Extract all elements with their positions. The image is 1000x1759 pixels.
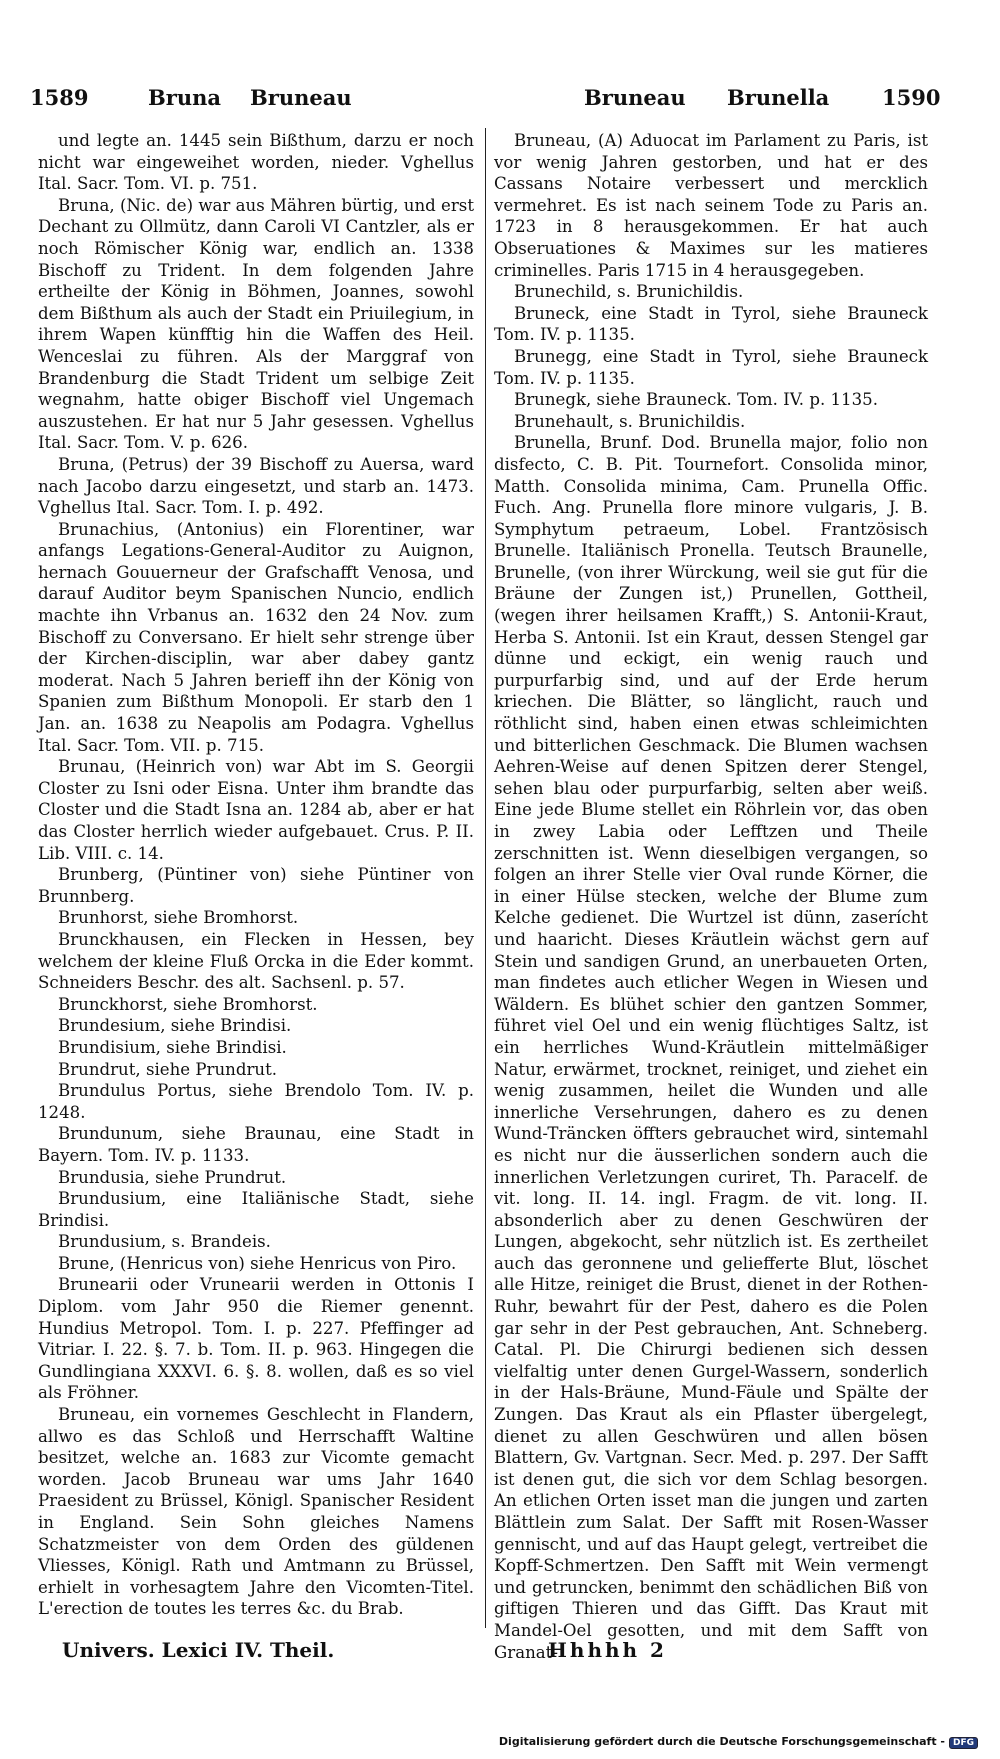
- printer-signature: Hhhhh 2: [548, 1638, 667, 1662]
- entry: Brunau, (Heinrich von) war Abt im S. Georgii Closter zu Isni oder Eisna. Unter ihm brandte das Closter und die Stadt Isna an. 1284 ab, aber er hat das Closter herrlich wieder aufgebauet. Crus. P. II. Lib. VIII. c. 14.: [38, 757, 474, 863]
- right-page-number: 1590: [882, 85, 941, 110]
- entry: Brunegk, siehe Brauneck. Tom. IV. p. 1135.: [514, 390, 878, 410]
- entry: Brunella, Brunf. Dod. Brunella major, folio non disfecto, C. B. Pit. Tournefort. Consolida minor, Matth. Consolida minima, Cam. Prunella Offic. Fuch. Ang. Prunella flore minore vulgaris, J. B. Symphytum petraeum, Lobel. Frantzösisch Brunelle. Italiänisch Pronella. Teutsch Braunelle, Brunelle, (von ihrer Würckung, weil sie gut für die Bräune der Zungen ist,) Prunellen, Gottheil, (wegen ihrer heilsamen Krafft,) S. Antonii-Kraut, Herba S. Antonii. Ist ein Kraut, dessen Stengel gar dünne und eckigt, ein wenig rauch und purpurfarbig sind, und auf der Erde herum kriechen. Die Blätter, so länglicht, rauch und röthlicht sind, haben einen etwas schleimichten und bitterlichen Geschmack. Die Blumen wachsen Aehren-Weise auf denen Spitzen derer Stengel, sehen blau oder purpurfarbig, selten aber weiß. Eine jede Blume stellet ein Röhrlein vor, das oben in zwey Labia oder Lefftzen und Theile zerschnitten ist. Wenn dieselbigen vergangen, so folgen an ihrer Stelle vier Oval runde Körner, die in einer Hülse stecken, welche der Blume zum Kelche gedienet. Die Wurtzel ist dünn, zaserícht und haaricht. Dieses Kräutlein wächst gern auf Stein und sandigen Grund, an unerbaueten Orten, man findetes auch etlicher Wegen in Wiesen und Wäldern. Es blühet schier den gantzen Sommer, führet viel Oel und ein wenig flüchtiges Saltz, ist ein herrliches Wund-Kräutlein mittelmäßiger Natur, erwärmet, trocknet, reiniget, und ziehet ein wenig zusammen, heilet die Wunden und alle innerliche Versehrungen, dahero es zu denen Wund-Träncken öffters gebrauchet wird, sintemahl es nicht nur die äusserlichen sondern auch die innerlichen Verletzungen curiret, Th. Paracelf. de vit. long. II. 14. ingl. Fragm. de vit. long. II. absonderlich aber zu denen Geschwüren der Lungen, abgekocht, sehr nützlich ist. Es zertheilet auch das geronnene und geliefferte Blut, löschet alle Hitze, reiniget die Brust, dienet in der Rothen-Ruhr, bewahrt für der Pest, dahero es die Polen gar sehr in der Pest gebrauchen, Ant. Schneberg. Catal. Pl. Die Chirurgi bedienen sich dessen vielfaltig unter denen Gurgel-Wassern, sonderlich in der Hals-Bräune, Mund-Fäule und Spälte der Zungen. Das Kraut als ein Pflaster übergelegt, dienet zu allen Geschwüren und allen bösen Blattern, Gv. Vartgnan. Secr. Med. p. 297. Der Safft ist denen gut, die sich vor dem Schlag besorgen. An etlichen Orten isset man die jungen und zarten Blättlein zum Salat. Der Safft mit Rosen-Wasser gennischt, und auf das Haupt gelegt, vertreibet die Kopff-Schmertzen. Den Safft mit Wein vermengt und getruncken, benimmt den schädlichen Biß von giftigen Thieren und das Gifft. Das Kraut mit Mandel-Oel gesotten, und mit dem Safft von Granat-: [494, 433, 928, 1662]
- right-catchword-2: Brunella: [727, 85, 830, 110]
- left-catchword-2: Bruneau: [250, 85, 352, 110]
- entry: Bruna, (Nic. de) war aus Mähren bürtig, und erst Dechant zu Ollmütz, dann Caroli VI Cantzler, als er noch Römischer König war, endlich an. 1338 Bischoff zu Trident. In dem folgenden Jahre ertheilte der König in Böhmen, Joannes, sowohl dem Bißthum als auch der Stadt ein Priuilegium, in ihrem Wapen künfftig hin die Waffen des Heil. Wenceslai zu führen. Als der Marggraf von Brandenburg die Stadt Trident um selbige Zeit wegnahm, hatte obiger Bischoff viel Ungemach auszustehen. Er hat nur 5 Jahr gesessen. Vghellus Ital. Sacr. Tom. V. p. 626.: [38, 195, 474, 453]
- entry: Brunehault, s. Brunichildis.: [514, 411, 746, 431]
- column-divider: [485, 128, 486, 1628]
- entry: Brundrut, siehe Prundrut.: [58, 1059, 278, 1079]
- entry: Brundesium, siehe Brindisi.: [58, 1016, 292, 1036]
- entry: Brundusium, eine Italiänische Stadt, siehe Brindisi.: [38, 1189, 474, 1230]
- entry: Brunhorst, siehe Bromhorst.: [58, 908, 299, 928]
- entry: und legte an. 1445 sein Bißthum, darzu er noch nicht war eingeweihet worden, nieder. Vghellus Ital. Sacr. Tom. VI. p. 751.: [38, 131, 474, 194]
- entry: Brundusium, s. Brandeis.: [58, 1232, 271, 1252]
- volume-footer: Univers. Lexici IV. Theil.: [62, 1638, 335, 1662]
- entry: Bruna, (Petrus) der 39 Bischoff zu Auersa, ward nach Jacobo darzu eingesetzt, und starb an. 1473. Vghellus Ital. Sacr. Tom. I. p. 492.: [38, 454, 474, 518]
- entry: Brunachius, (Antonius) ein Florentiner, war anfangs Legations-General-Auditor zu Auignon, hernach Gouuerneur der Grafschafft Venosa, und darauf Auditor beym Spanischen Nuncio, endlich machte ihn Vrbanus an. 1632 den 24 Nov. zum Bischoff zu Conversano. Er hielt sehr strenge über der Kirchen-disciplin, war aber dabey gantz moderat. Nach 5 Jahren berieff ihn der König von Spanien zum Bißthum Monopoli. Er starb den 1 Jan. an. 1638 zu Neapolis am Podagra. Vghellus Ital. Sacr. Tom. VII. p. 715.: [38, 519, 474, 755]
- right-catchword-1: Bruneau: [584, 85, 686, 110]
- left-catchword-1: Bruna: [148, 85, 221, 110]
- dfg-logo: DFG: [949, 1737, 978, 1749]
- credit-text: Digitalisierung gefördert durch die Deutsche Forschungsgemeinschaft -: [498, 1735, 945, 1748]
- entry: Brundulus Portus, siehe Brendolo Tom. IV. p. 1248.: [38, 1081, 474, 1122]
- entry: Brune, (Henricus von) siehe Henricus von Piro.: [58, 1253, 457, 1273]
- entry: Bruneck, eine Stadt in Tyrol, siehe Brauneck Tom. IV. p. 1135.: [494, 303, 928, 345]
- entry: Brunearii oder Vrunearii werden in Ottonis I Diplom. vom Jahr 950 die Riemer genennt. Hundius Metropol. Tom. I. p. 227. Pfeffinger ad Vitriar. I. 22. §. 7. b. Tom. II. p. 963. Hingegen die Gundlingiana XXXVI. 6. §. 8. wollen, daß es so viel als Fröhner.: [38, 1275, 474, 1403]
- left-page-number: 1589: [30, 85, 89, 110]
- entry: Brunckhorst, siehe Bromhorst.: [58, 994, 318, 1014]
- left-column: [38, 130, 474, 1620]
- entry: Brundusia, siehe Prundrut.: [58, 1167, 287, 1187]
- entry: Brunechild, s. Brunichildis.: [514, 282, 744, 302]
- entry: Bruneau, ein vornemes Geschlecht in Flandern, allwo es das Schloß und Herrschafft Waltine besitzet, welche an. 1683 zur Vicomte gemacht worden. Jacob Bruneau war ums Jahr 1640 Praesident zu Brüssel, Königl. Spanischer Resident in England. Sein Sohn gleiches Namens Schatzmeister von dem Orden des güldenen Vliesses, Königl. Rath und Amtmann zu Brüssel, erhielt in vorhesagtem Jahre den Vicomten-Titel. L'erection de toutes les terres &c. du Brab.: [38, 1405, 474, 1619]
- entry: Brundunum, siehe Braunau, eine Stadt in Bayern. Tom. IV. p. 1133.: [38, 1124, 474, 1165]
- entry: Brunegg, eine Stadt in Tyrol, siehe Brauneck Tom. IV. p. 1135.: [494, 346, 928, 388]
- entry: Brunckhausen, ein Flecken in Hessen, bey welchem der kleine Fluß Orcka in die Eder kommt. Schneiders Beschr. des alt. Sachsenl. p. 57.: [38, 929, 474, 993]
- entry: Brundisium, siehe Brindisi.: [58, 1037, 287, 1057]
- entry: Brunberg, (Püntiner von) siehe Püntiner von Brunnberg.: [38, 865, 474, 906]
- entry: Bruneau, (A) Aduocat im Parlament zu Paris, ist vor wenig Jahren gestorben, und hat er des Cassans Notaire verbessert und mercklich vermehret. Es ist nach seinem Tode zu Paris an. 1723 in 8 herausgekommen. Er hat auch Obseruationes & Maximes sur les matieres criminelles. Paris 1715 in 4 herausgegeben.: [494, 131, 928, 280]
- digitization-credit: [499, 1735, 978, 1749]
- right-column: [494, 130, 928, 1663]
